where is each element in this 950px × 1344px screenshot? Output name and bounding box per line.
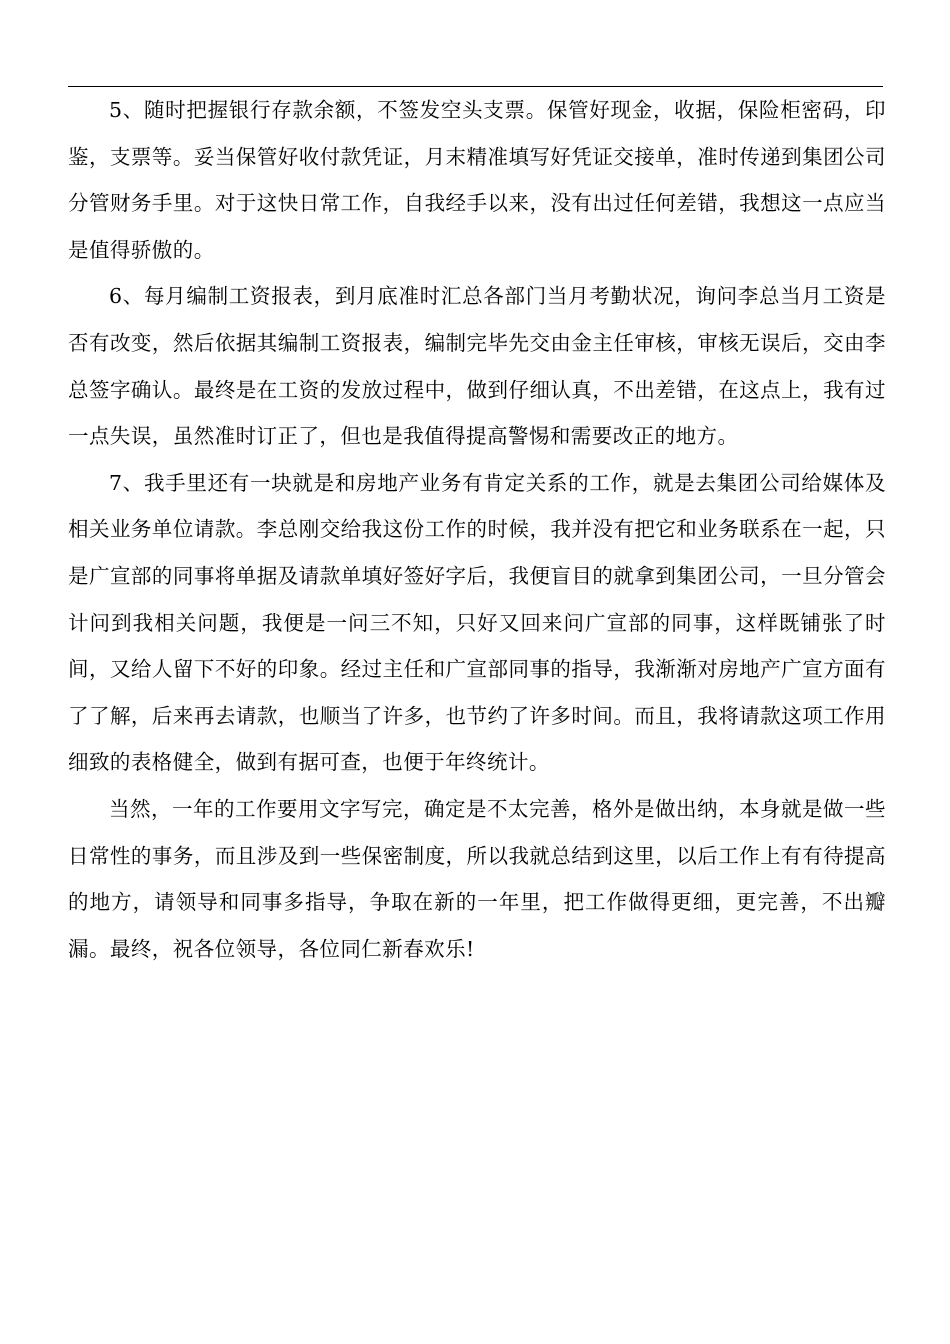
paragraph-item-5: 5、随时把握银行存款余额，不签发空头支票。保管好现金，收据，保险柜密码，印鉴，支票等。妥当保管好收付款凭证，月末精准填写好凭证交接单，准时传递到集团公司分管财务手里。对于这快日常工作，自我经手以来，没有出过任何差错，我想这一点应当是值得骄傲的。: [68, 98, 886, 262]
paragraph-item-7: 7、我手里还有一块就是和房地产业务有肯定关系的工作，就是去集团公司给媒体及相关业务单位请款。李总刚交给我这份工作的时候，我并没有把它和业务联系在一起，只是广宣部的同事将单据及请款单填好签好字后，我便盲目的就拿到集团公司，一旦分管会计问到我相关问题，我便是一问三不知，只好又回来问广宣部的同事，这样既铺张了时间，又给人留下不好的印象。经过主任和广宣部同事的指导，我渐渐对房地产广宣方面有了了解，后来再去请款，也顺当了许多，也节约了许多时间。而且，我将请款这项工作用细致的表格健全，做到有据可查，也便于年终统计。: [68, 470, 886, 775]
paragraph-closing: 当然，一年的工作要用文字写完，确定是不太完善，格外是做出纳，本身就是做一些日常性的事务，而且涉及到一些保密制度，所以我就总结到这里，以后工作上有有待提高的地方，请领导和同事多指导，争取在新的一年里，把工作做得更细，更完善，不出瓣漏。最终，祝各位领导，各位同仁新春欢乐!: [68, 796, 886, 961]
paragraph-item-6: 6、每月编制工资报表，到月底准时汇总各部门当月考勤状况，询问李总当月工资是否有改变，然后依据其编制工资报表，编制完毕先交由金主任审核，审核无误后，交由李总签字确认。最终是在工资的发放过程中，做到仔细认真，不出差错，在这点上，我有过一点失误，虽然准时订正了，但也是我值得提高警惕和需要改正的地方。: [68, 284, 886, 449]
document-body: [68, 87, 886, 972]
